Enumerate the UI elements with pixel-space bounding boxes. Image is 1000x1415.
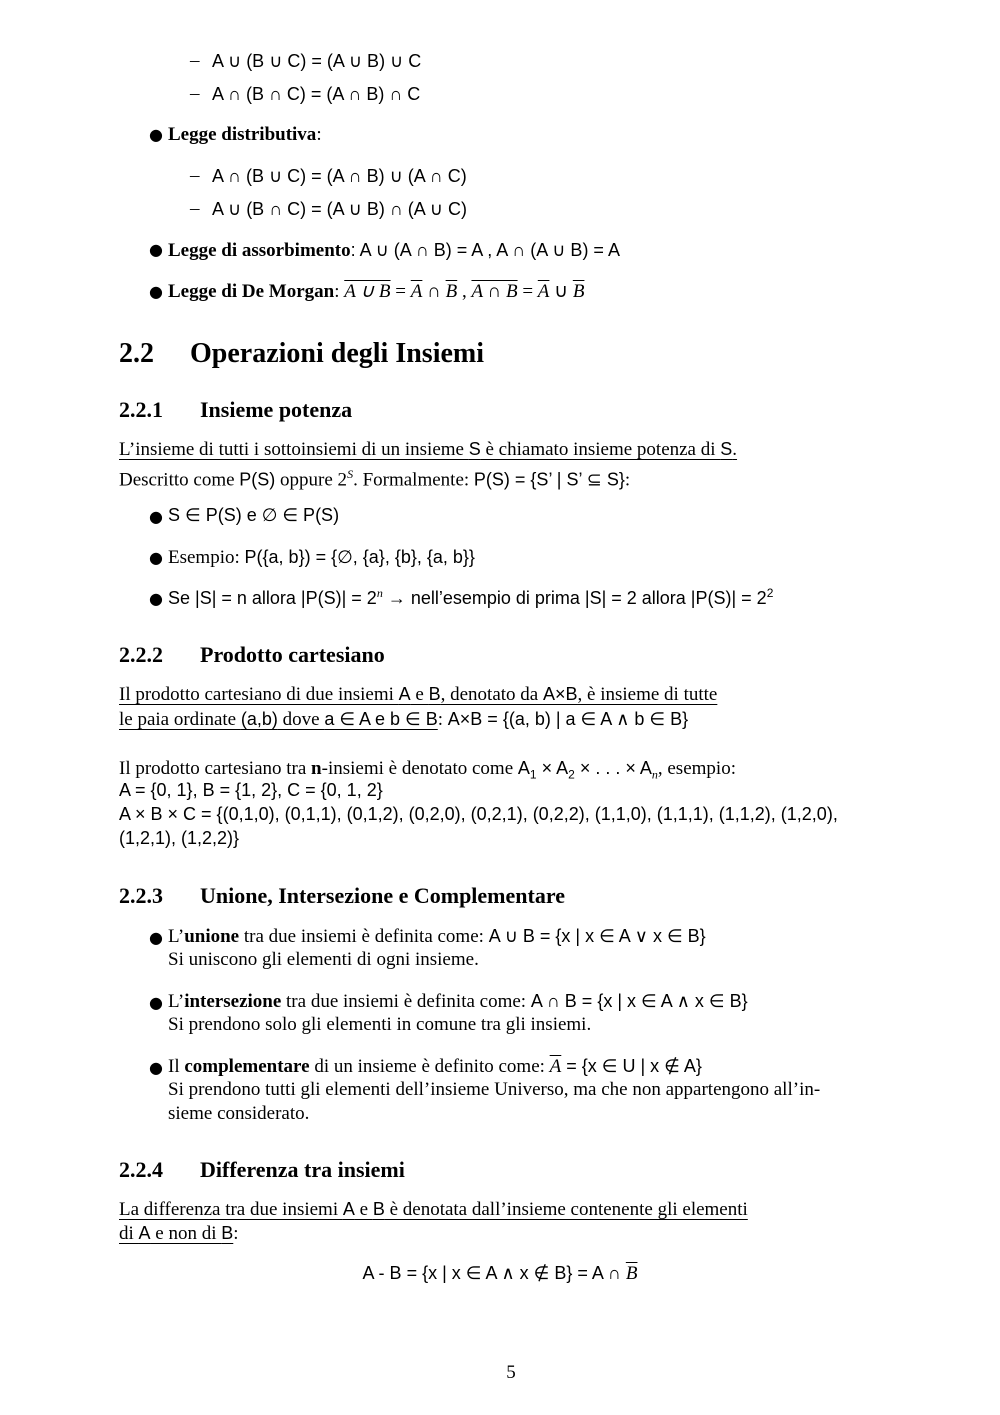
complement-definition [168,1054,702,1079]
n-product-formula [517,758,658,782]
powerset-definition-line1 [119,437,737,462]
subscript: 1 [529,767,537,782]
demorgan-f2-over: A ∩ B [471,281,518,302]
period: . [732,439,738,460]
equals: = [390,281,411,302]
demorgan-f1-a: $\overline{A}$ [410,281,423,302]
powerset-bullet-2 [168,545,475,570]
distributive-formula-2: A ∪ (B ∩ C) = (A ∪ B) ∩ (A ∪ C) [212,199,467,219]
text: è denotata dall’insieme contenente gli elementi [384,1199,748,1220]
complement-symbol: $\overline{A}$ [549,1056,562,1077]
distributive-label: Legge distributiva [168,124,317,145]
assoc-inter-formula: A ∩ (B ∩ C) = (A ∩ B) ∩ C [212,84,421,104]
product-notation: A×B [542,684,578,704]
demorgan-f2-b: $\overline{B}$ [572,281,585,302]
text: Il prodotto cartesiano tra [119,758,312,779]
powerset-bullet-3 [168,586,773,609]
text: di [119,1223,139,1244]
text: . Formalmente: [353,469,474,491]
text: × A [536,758,569,778]
separator: , [457,281,472,302]
text: è chiamato insieme potenza di [480,439,721,460]
colon: : [233,1223,239,1244]
powerset-definition-line2 [119,462,630,492]
difference-formula-text: A - B = {x | x ∈ A ∧ x ∉ B} = A ∩ [362,1263,626,1283]
example-sets: A = {0, 1}, B = {1, 2}, C = {0, 1, 2} [119,780,383,800]
subsection-number: 2.2.1 [119,397,163,422]
bold-term: complementare [184,1056,310,1077]
list-dash: – [190,83,200,104]
text: Esempio: [168,547,245,568]
set-a: A [138,1223,151,1243]
subsection-title: Prodotto cartesiano [200,642,385,667]
demorgan-f2-a: $\overline{A}$ [537,281,550,302]
colon: : [437,709,448,730]
text: -insiemi è denotato come [321,758,518,779]
text: e [410,684,429,705]
superscript: 2 [766,586,774,600]
subsection-number: 2.2.4 [119,1157,163,1182]
subsection-number: 2.2.2 [119,642,163,667]
bullet: ● [149,507,163,526]
bullet: ● [149,928,163,947]
list-dash: – [190,165,200,186]
text: L’insieme di tutti i sottoinsiemi di un insieme [119,439,469,460]
text: Il prodotto cartesiano di due insiemi [119,684,399,705]
list-dash: – [190,198,200,219]
absorption-label: Legge di assorbimento [168,240,351,261]
union-formula: A ∪ B = {x | x ∈ A ∨ x ∈ B} [488,926,706,946]
text: tra due insiemi è definita come: [239,926,489,947]
assoc-union-formula: A ∪ (B ∪ C) = (A ∪ B) ∪ C [212,51,422,71]
text: Descritto come [119,469,240,491]
cup: ∪ [549,281,573,302]
example-formula: P({a, b}) = {∅, {a}, {b}, {a, b}} [244,547,475,567]
subscript: 2 [568,767,575,782]
text: tra due insiemi è definita come: [281,991,531,1012]
set-s: S [468,439,481,459]
subsection-title: Unione, Intersezione e Complementare [200,883,565,908]
bullet: ● [149,125,163,144]
set-b: B [428,684,441,704]
bold-term: unione [184,926,240,947]
text: , esempio: [657,758,736,779]
cartesian-formula: A×B = {(a, b) | a ∈ A ∧ b ∈ B} [447,709,689,729]
text: dove [277,709,325,730]
absorption-formula: : A ∪ (A ∩ B) = A , A ∩ (A ∪ B) = A [350,240,620,260]
text: → nell’esempio di prima |S| = 2 allora |P(S)| = 2 [382,588,767,608]
text: , denotato da [440,684,543,705]
text: , è insieme di tutte [577,684,718,705]
complement-b: $\overline{B}$ [625,1263,638,1284]
superscript: S [347,467,354,481]
absorption-item [168,238,620,263]
set-b: B [372,1199,385,1219]
text: le paia ordinate [119,709,241,730]
list-dash: – [190,50,200,71]
demorgan-f1-b: $\overline{B}$ [445,281,458,302]
set-a: A [398,684,411,704]
bullet: ● [149,993,163,1012]
powerset-notation: P(S) [239,469,276,490]
set-a: A [342,1199,355,1219]
colon: : [624,469,631,491]
text: L’ [168,991,185,1012]
bullet: ● [149,548,163,567]
distributive-formula-1: A ∩ (B ∪ C) = (A ∩ B) ∪ (A ∩ C) [212,166,467,186]
text: Il [168,1056,185,1077]
complement-formula: = {x ∈ U | x ∉ A} [561,1056,702,1076]
powerset-formal: P(S) = {S’ | S’ ⊆ S} [473,469,625,490]
demorgan-item [168,280,584,304]
colon: : [334,281,340,302]
cartesian-definition-line1 [119,682,717,707]
equals: = [517,281,538,302]
text: L’ [168,926,185,947]
example-product-line1: A × B × C = {(0,1,0), (0,1,1), (0,1,2), (0,2,0), (0,2,1), (0,2,2), (1,1,0), (1,1,1), (1,1,2), (1,2,0), [119,804,838,824]
ordered-pair: (a,b) [240,709,278,729]
distributive-item [168,123,322,147]
text: oppure 2 [275,469,348,491]
powerset-bullet-1: S ∈ P(S) e ∅ ∈ P(S) [168,505,340,525]
text: e non di [150,1223,222,1244]
text: La differenza tra due insiemi [119,1199,343,1220]
cartesian-definition-line2 [119,707,688,732]
text: Se |S| = n allora |P(S)| = 2 [168,588,377,608]
bold-term: intersezione [184,991,282,1012]
bullet: ● [149,282,163,301]
difference-definition-line2 [119,1221,239,1246]
intersection-definition [168,989,748,1014]
difference-formula [0,1263,1000,1285]
demorgan-label: Legge di De Morgan [168,281,335,302]
condition: a ∈ A e b ∈ B [324,709,438,729]
example-product-line2: (1,2,1), (1,2,2)} [119,828,240,848]
bullet: ● [149,589,163,608]
complement-explanation-line1: Si prendono tutti gli elementi dell’insieme Universo, ma che non appartengono all’in- [168,1079,821,1100]
intersection-formula: A ∩ B = {x | x ∈ A ∧ x ∈ B} [530,991,748,1011]
subscript: n [651,767,658,782]
section-number: 2.2 [119,338,154,369]
subsection-title: Insieme potenza [200,397,353,422]
complement-explanation-line2: sieme considerato. [168,1103,310,1124]
section-title: Operazioni degli Insiemi [190,338,484,369]
text: e [354,1199,373,1220]
set-s: S [720,439,733,459]
intersection-explanation: Si prendono solo gli elementi in comune tra gli insiemi. [168,1014,592,1035]
text: × . . . × A [574,758,652,778]
bullet: ● [149,240,163,259]
underlined-part [119,1223,233,1244]
underlined-part [119,709,438,730]
colon: : [316,124,322,145]
demorgan-f1-over: A ∪ B [344,281,391,302]
superscript: n [376,586,383,600]
cap: ∩ [422,281,446,302]
subsection-number: 2.2.3 [119,883,163,908]
union-explanation: Si uniscono gli elementi di ogni insieme. [168,949,479,970]
bullet: ● [149,1058,163,1077]
subsection-title: Differenza tra insiemi [200,1157,405,1182]
set-b: B [221,1223,234,1243]
text: di un insieme è definito come: [309,1056,550,1077]
text: A [517,758,530,778]
page-number: 5 [506,1362,516,1383]
union-definition [168,924,706,949]
bold-n: n [311,758,322,779]
difference-definition-line1 [119,1197,748,1222]
